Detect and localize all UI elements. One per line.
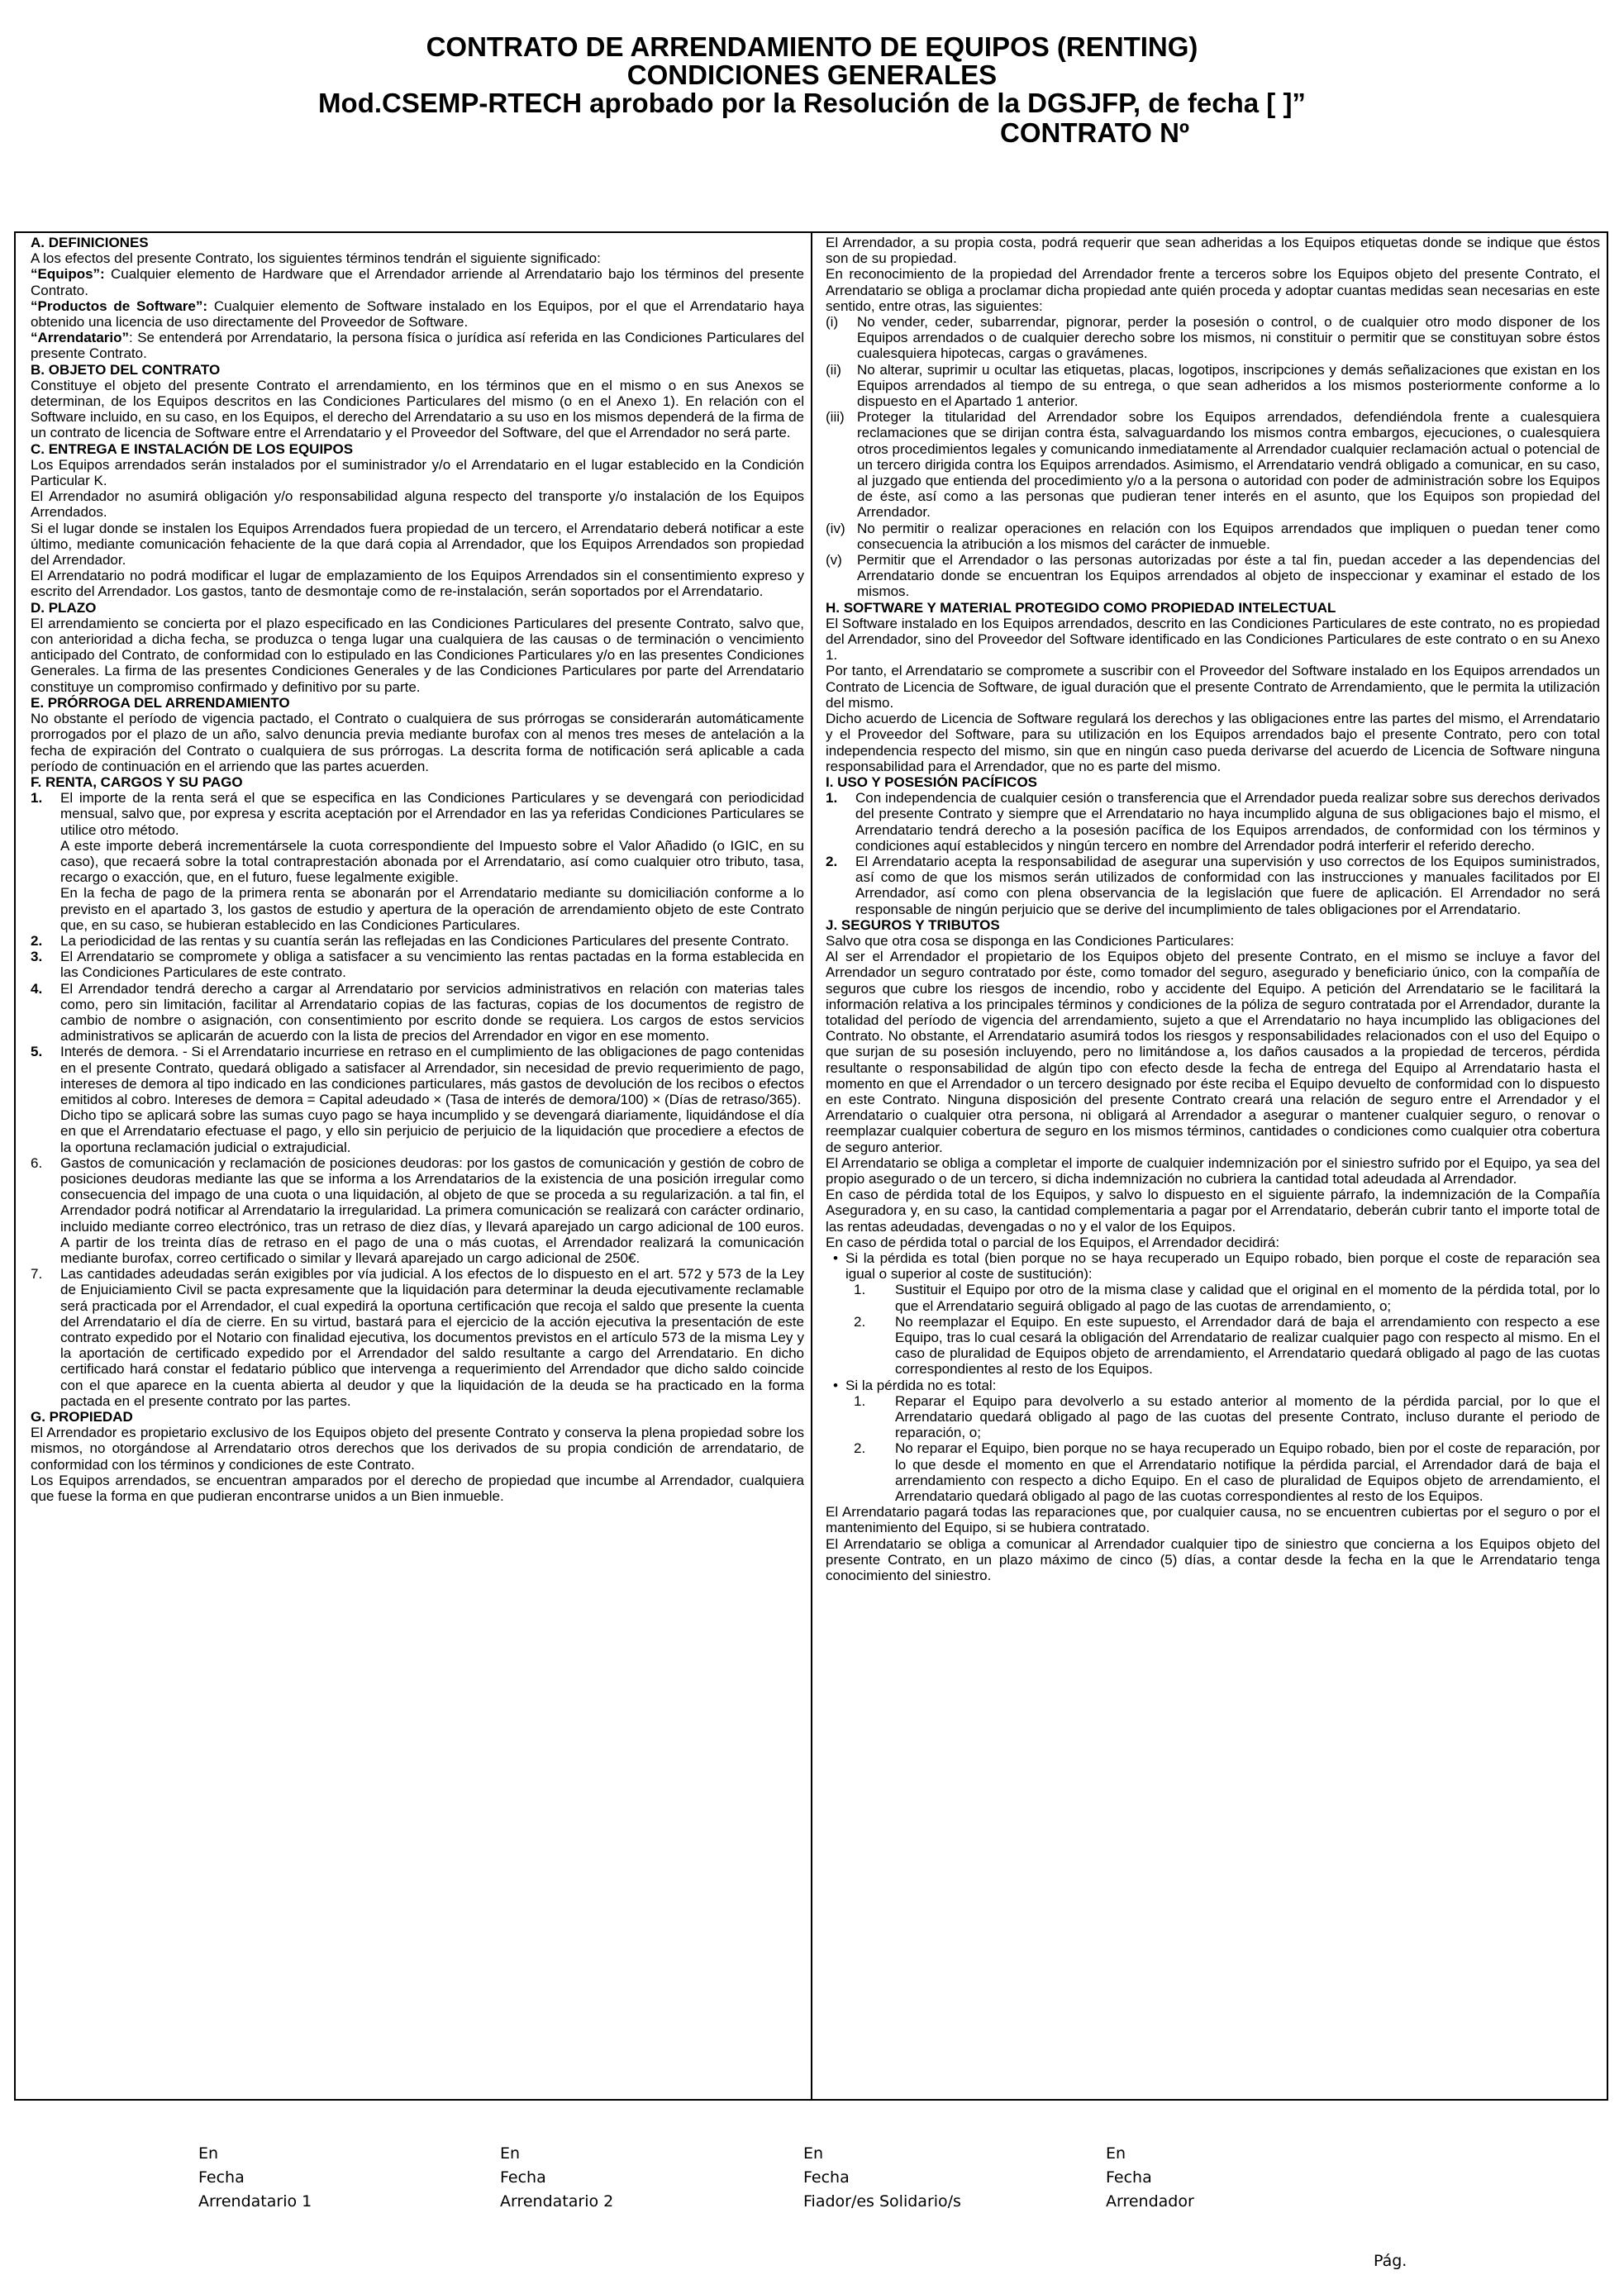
conditions-title: CONDICIONES GENERALES	[626, 59, 998, 90]
section-f-heading: F. RENTA, CARGOS Y SU PAGO	[31, 773, 243, 790]
signature-block-arrendatario-1	[198, 2142, 446, 2214]
definition-equipos	[31, 266, 804, 297]
definition-software	[31, 298, 804, 330]
contract-number-label: CONTRATO Nº	[1000, 117, 1189, 148]
section-j-paragraph: El Arrendatario se obliga a comunicar al Arrendador cualquier tipo de siniestro que concierna a los Equipos objeto del presente Contrato, en un plazo máximo de cinco (5) días, a contar desde la fecha en la que le Arrendatario tenga conocimiento del siniestro.	[826, 1535, 1600, 1584]
signature-block-fiador	[803, 2142, 1051, 2214]
term-equipos: “Equipos”:	[31, 266, 105, 283]
section-h-paragraph: Dicho acuerdo de Licencia de Software regulará los derechos y las obligaciones entre las partes del mismo, el Arrendatario y el Proveedor del Software, para su utilización en los Equipos arrendados bajo el presente Contrato, pero con total independencia respecto del mismo, sin que en ningún caso pueda derivarse del acuerdo de Licencia de Software ninguna responsabilidad para el Arrendador, que no es parte del mismo.	[826, 711, 1600, 774]
section-g-paragraph: En reconocimiento de la propiedad del Arrendador frente a terceros sobre los Equipos objeto del presente Contrato, el Arrendatario se obliga a proclamar dicha propiedad ante quién proceda y adoptar cuantas medidas sean necesarias en este sentido, entre otras, las siguientes:	[826, 266, 1600, 314]
section-g-paragraph: El Arrendador es propietario exclusivo de los Equipos objeto del presente Contrato y conserva la plena propiedad sobre los mismos, no otorgándose al Arrendatario otros derechos que los derivados de su propia condición de arrendatario, de conformidad con los términos y condiciones de este Contrato.	[31, 1425, 804, 1473]
option-partial-1	[826, 1393, 1600, 1441]
section-h-paragraph: Por tanto, el Arrendatario se compromete a suscribir con el Proveedor del Software instalado en los Equipos arrendados un Contrato de Licencia de Software, de igual duración que el presente Contrato de Arrendamiento, que le permita la utilización del mismo.	[826, 663, 1600, 711]
section-b-heading: B. OBJETO DEL CONTRATO	[31, 361, 221, 378]
def-arrendatario: : Se entenderá por Arrendatario, la persona física o jurídica así referida en las Condiciones Particulares del presente Contrato.	[31, 330, 804, 362]
bullet-partial-loss	[826, 1378, 1600, 1393]
obligation-ii	[826, 362, 1600, 410]
right-column	[812, 233, 1608, 2099]
clause-number: 1.	[31, 790, 43, 807]
section-g-paragraph: El Arrendador, a su propia costa, podrá requerir que sean adheridas a los Equipos etiquetas donde se indique que éstos son de su propiedad.	[826, 235, 1600, 267]
def-software: Cualquier elemento de Software instalado en los Equipos, por el que el Arrendatario haya obtenido una licencia de uso directamente del Proveedor de Software.	[31, 297, 804, 331]
roman-number: (iv)	[826, 520, 845, 536]
definition-arrendatario	[31, 330, 804, 361]
obligation-text: No permitir o realizar operaciones en relación con los Equipos arrendados que impliquen o puedan tener como consecuencia la atribución a los mismos del carácter de inmueble.	[857, 520, 1600, 552]
option-number: 2.	[854, 1313, 866, 1330]
clause-i2	[826, 854, 1600, 917]
section-g-heading: G. PROPIEDAD	[31, 1409, 133, 1425]
section-i-heading: I. USO Y POSESIÓN PACÍFICOS	[826, 773, 1038, 790]
clause-f5-continuation: Dicho tipo se aplicará sobre las sumas cuyo pago se haya incumplido y se devengará diariamente, liquidándose el día en que el Arrendatario efectuase el pago, y ello sin perjuicio de perjuicio de la liquidación que procediere a efectos de la oportuna reclamación judicial o extrajudicial.	[60, 1107, 804, 1155]
left-column	[16, 233, 812, 2099]
bullet-icon: •	[833, 1250, 838, 1266]
def-equipos: Cualquier elemento de Hardware que el Arrendador arriende al Arrendatario bajo los términos del presente Contrato.	[31, 266, 804, 298]
option-number: 1.	[854, 1392, 866, 1409]
option-number: 2.	[854, 1440, 866, 1457]
clause-f1-continuation: A este importe deberá incrementársele la cuota correspondiente del Impuesto sobre el Valor Añadido (o IGIC, en su caso), que recaerá sobre la total contraprestación abonada por el Arrendatario, así como cualquier otro tributo, tasa, recargo o exacción, que, en el futuro, fuese legalmente exigible.	[60, 837, 804, 886]
section-c-paragraph: El Arrendador no asumirá obligación y/o responsabilidad alguna respecto del transporte y/o instalación de los Equipos Arrendados.	[31, 488, 804, 521]
signature-role-label: Arrendatario 2	[500, 2192, 614, 2211]
obligation-i	[826, 314, 1600, 362]
section-c-paragraph: El Arrendatario no podrá modificar el lugar de emplazamiento de los Equipos Arrendados sin el consentimiento expreso y escrito del Arrendador. Los gastos, tanto de desmontaje como de re-instalación, serán soportados por el Arrendatario.	[31, 568, 804, 600]
obligation-v	[826, 552, 1600, 600]
conditions-box	[14, 231, 1608, 2101]
option-text: No reemplazar el Equipo. En este supuesto, el Arrendador dará de baja el arrendamiento con respecto a ese Equipo, tras lo cual cesará la obligación del Arrendatario de realizar cualquier pago con respecto al mismo. En el caso de pluralidad de Equipos objeto de arrendamiento, el Arrendatario quedará obligado al pago de las cuotas correspondientes al resto de los Equipos.	[895, 1313, 1600, 1378]
page-number-label: Pág.	[1374, 2252, 1407, 2270]
obligation-text: Permitir que el Arrendador o las personas autorizadas por éste a tal fin, puedan acceder a las dependencias del Arrendatario donde se encuentran los Equipos arrendados al objeto de inspeccionar y examinar el estado de los mismos.	[857, 552, 1600, 600]
roman-number: (ii)	[826, 361, 841, 378]
bullet-icon: •	[833, 1377, 838, 1393]
clause-number: 2.	[826, 853, 838, 869]
section-j-paragraph: El Arrendatario se obliga a completar el importe de cualquier indemnización por el siniestro sufrido por el Equipo, ya sea del propio asegurado o de un tercero, si dicha indemnización no cubriera la cantidad total adeudada al Arrendador.	[826, 1154, 1600, 1187]
bullet-text: Si la pérdida no es total:	[845, 1377, 997, 1393]
section-a-intro: A los efectos del presente Contrato, los siguientes términos tendrán el siguiente significado:	[31, 250, 601, 267]
clause-number: 1.	[826, 790, 838, 807]
clause-f1-continuation: En la fecha de pago de la primera renta se abonarán por el Arrendatario mediante su domiciliación conforme a lo previsto en el apartado 3, los gastos de estudio y apertura de la operación de arrendamiento objeto de este Contrato que, en su caso, se hubieran establecido en las Condiciones Particulares.	[60, 885, 804, 933]
section-h-heading: H. SOFTWARE Y MATERIAL PROTEGIDO COMO PROPIEDAD INTELECTUAL	[826, 599, 1336, 616]
bullet-total-loss	[826, 1250, 1600, 1282]
clause-i1	[826, 790, 1600, 854]
option-text: Reparar el Equipo para devolverlo a su estado anterior al momento de la pérdida parcial, por lo que el Arrendatario quedará obligado al pago de las cuotas del presente Contrato, incluso durante el periodo de reparación, o;	[895, 1392, 1600, 1441]
section-j-heading: J. SEGUROS Y TRIBUTOS	[826, 916, 1000, 933]
clause-text: El Arrendatario acepta la responsabilidad de asegurar una supervisión y uso correctos de los Equipos suministrados, así como de que los mismos serán utilizados de conformidad con las instrucciones y manuales facilitados por El Arrendador, así como con plena observancia de la legislación que fuere de aplicación. El Arrendador no será responsable de ningún perjuicio que se derive del incumplimiento de tales obligaciones por el Arrendatario.	[855, 853, 1600, 917]
option-text: No reparar el Equipo, bien porque no se haya recuperado un Equipo robado, bien por el coste de reparación, por lo que desde el momento en que el Arrendatario notifique la pérdida parcial, el Arrendador dará de baja el arrendamiento con respecto a dicho Equipo. En el caso de pluralidad de Equipos objeto de arrendamiento, el Arrendatario quedará obligado al pago de las cuotas correspondientes al resto de los Equipos.	[895, 1440, 1600, 1505]
clause-number: 4.	[31, 980, 43, 997]
signature-block-arrendador	[1106, 2142, 1354, 2214]
clause-f2	[31, 933, 804, 949]
obligation-text: No alterar, suprimir u ocultar las etiquetas, placas, logotipos, inscripciones y demás señalizaciones que existan en los Equipos arrendados al tiempo de su entrega, o que sean adheridos a los mismos posteriormente conforme a lo dispuesto en el Apartado 1 anterior.	[857, 361, 1600, 410]
roman-number: (v)	[826, 552, 842, 569]
signature-place-label: En	[803, 2144, 824, 2163]
signature-date-label: Fecha	[500, 2168, 546, 2187]
bullet-text: Si la pérdida es total (bien porque no se haya recuperado un Equipo robado, bien porque el coste de reparación sea igual o superior al coste de sustitución):	[845, 1250, 1600, 1283]
section-c-heading: C. ENTREGA E INSTALACIÓN DE LOS EQUIPOS	[31, 440, 354, 457]
term-arrendatario: “Arrendatario”	[31, 330, 130, 346]
roman-number: (i)	[826, 314, 839, 331]
option-total-2	[826, 1314, 1600, 1378]
contract-title: CONTRATO DE ARRENDAMIENTO DE EQUIPOS (RENTING)	[426, 31, 1198, 62]
section-b-paragraph: Constituye el objeto del presente Contrato el arrendamiento, en los términos que en el mismo o en sus Anexos se determinan, de los Equipos descritos en las Condiciones Particulares del mismo (o en el Anexo 1). En relación con el Software incluido, en su caso, en los Equipos, el derecho del Arrendatario a su uso en los mismos dependerá de la firma de un contrato de licencia de Software entre el Arrendatario y el Proveedor del Software, del que el Arrendador no será parte.	[31, 377, 804, 441]
signature-role-label: Fiador/es Solidario/s	[803, 2192, 961, 2211]
obligation-iv	[826, 521, 1600, 552]
obligation-iii	[826, 409, 1600, 520]
term-software: “Productos de Software”:	[31, 297, 208, 314]
signature-date-label: Fecha	[1106, 2168, 1152, 2187]
option-number: 1.	[854, 1282, 866, 1298]
section-j-paragraph: Al ser el Arrendador el propietario de los Equipos objeto del presente Contrato, en el mismo se incluye a favor del Arrendador un seguro contratado por éste, como tomador del seguro, asegurado y beneficiario único, con la compañía de seguros que cubre los riesgos de incendio, robo y accidente del Equipo. A petición del Arrendatario se le facilitará la información relativa a los principales términos y condiciones de la póliza de seguro contratada por el Arrendador, durante la totalidad del período de vigencia del arrendamiento, sujeto a que el Arrendatario no haya incumplido las obligaciones del Contrato. No obstante, el Arrendatario asumirá todos los riesgos y responsabilidades relacionados con el uso del Equipo o que surjan de su posesión incluyendo, pero no limitándose a, los daños causados a la propiedad de terceros, pérdida resultante o responsabilidad de algún tipo con efecto desde la fecha de entrega del Equipo al Arrendatario hasta el momento en que el Arrendador o un tercero designado por éste reciba el Equipo devuelto de conformidad con lo dispuesto en este Contrato. Ninguna disposición del presente Contrato creará una relación de seguro entre el Arrendador y el Arrendatario o cualquier otra persona, ni obligará al Arrendador a asegurar o mantener cualquier seguro, o renovar o reemplazar cualquier cobertura de seguro en los mismos términos, cantidades o condiciones como cualquier otra cobertura de seguro anterior.	[826, 949, 1600, 1155]
model-approval-line: Mod.CSEMP-RTECH aprobado por la Resolución de la DGSJFP, de fecha [ ]”	[318, 88, 1306, 118]
clause-f3	[31, 949, 804, 980]
section-a-heading: A. DEFINICIONES	[31, 235, 149, 250]
clause-text: El Arrendatario se compromete y obliga a satisfacer a su vencimiento las rentas pactadas en la forma establecida en las Condiciones Particulares de este contrato.	[60, 949, 804, 981]
section-d-heading: D. PLAZO	[31, 599, 97, 616]
clause-text: La periodicidad de las rentas y su cuantía serán las reflejadas en las Condiciones Particulares del presente Contrato.	[60, 932, 789, 949]
clause-number: 7.	[31, 1266, 43, 1283]
clause-number: 5.	[31, 1044, 43, 1060]
section-e-paragraph: No obstante el período de vigencia pactado, el Contrato o cualquiera de sus prórrogas se considerarán automáticamente prorrogados por el plazo de un año, salvo denuncia previa mediante burofax con al menos tres meses de antelación a la fecha de expiración del Contrato o cualquiera de sus prórrogas. La descrita forma de notificación será aplicable a cada período de continuación en el arriendo que las partes acuerden.	[31, 711, 804, 774]
clause-text: Gastos de comunicación y reclamación de posiciones deudoras: por los gastos de comunicación y gestión de cobro de posiciones deudoras mediante las que se informa a los Arrendatarios de la existencia de una posición irregular como consecuencia del impago de una cuota o una liquidación, al objeto de que se proceda a su regularización. a tal fin, el Arrendador podrá notificar al Arrendatario la irregularidad. La primera comunicación se realizará con carácter ordinario, incluido mediante correo electrónico, tras un retraso de diez días, y llevará aparejado un cargo adicional de 100 euros. A partir de los treinta días de retraso en el pago de una o más cuotas, el Arrendador realizará la comunicación mediante burofax, correo certificado o similar y llevará aparejado un cargo adicional de 250€.	[60, 1154, 804, 1266]
option-partial-2	[826, 1440, 1600, 1504]
clause-f6	[31, 1155, 804, 1266]
clause-text: Con independencia de cualquier cesión o transferencia que el Arrendador pueda realizar sobre sus derechos derivados del presente Contrato y siempre que el Arrendatario no haya incumplido alguna de sus obligaciones bajo el mismo, el Arrendatario tendrá derecho a la posesión pacífica de los Equipos arrendados, de conformidad con los términos y condiciones aquí establecidos y ningún tercero en nombre del Arrendador podrá interferir el referido derecho.	[855, 790, 1600, 854]
clause-number: 2.	[31, 932, 43, 949]
section-e-heading: E. PRÓRROGA DEL ARRENDAMIENTO	[31, 694, 290, 711]
clause-text: Interés de demora. - Si el Arrendatario incurriese en retraso en el cumplimiento de las obligaciones de pago contenidas en el presente Contrato, quedará obligado a satisfacer al Arrendador, sin necesidad de previo requerimiento de pago, intereses de demora al tipo indicado en las condiciones particulares, más gastos de devolución de los recibos o efectos emitidos al cobro. Intereses de demora = Capital adeudado × (Tasa de interés de demora/100) × (Días de retraso/365).	[60, 1044, 804, 1107]
signature-block-arrendatario-2	[500, 2142, 748, 2214]
signature-date-label: Fecha	[803, 2168, 850, 2187]
signature-place-label: En	[198, 2144, 219, 2163]
clause-f7	[31, 1266, 804, 1409]
clause-f4	[31, 981, 804, 1045]
option-text: Sustituir el Equipo por otro de la misma clase y calidad que el original en el momento de la pérdida total, por lo que el Arrendatario seguirá obligado al pago de las cuotas de arrendamiento, o;	[895, 1282, 1600, 1314]
option-total-1	[826, 1282, 1600, 1313]
section-h-paragraph: El Software instalado en los Equipos arrendados, descrito en las Condiciones Particulares de este contrato, no es propiedad del Arrendador, sino del Proveedor del Software identificado en las Condiciones Particulares de este contrato o en su Anexo 1.	[826, 615, 1600, 664]
clause-number: 6.	[31, 1154, 43, 1171]
clause-text: El Arrendador tendrá derecho a cargar al Arrendatario por servicios administrativos en relación con materias tales como, pero sin limitación, facilitar al Arrendatario copias de las facturas, copias de los documentos de registro de cambio de nombre o asignación, con consentimiento por escrito donde se requiera. Los cargos de estos servicios administrativos se aplicarán de acuerdo con la lista de precios del Arrendador en vigor en ese momento.	[60, 980, 804, 1045]
clause-text: Las cantidades adeudadas serán exigibles por vía judicial. A los efectos de lo dispuesto en el art. 572 y 573 de la Ley de Enjuiciamiento Civil se pacta expresamente que la liquidación para determinar la deuda ejecutivamente reclamable será practicada por el Arrendador, el cual expedirá la oportuna certificación que recoja el saldo que presente la cuenta del Arrendatario el día de cierre. En su virtud, bastará para el ejercicio de la acción ejecutiva la presentación de este contrato expedido por el Notario con finalidad ejecutiva, los documentos previstos en el artículo 573 de la misma Ley y la aportación de certificado expedido por el Arrendador del saldo resultante a cargo del Arrendatario. En dicho certificado hará constar el fedatario público que intervenga a requerimiento del Arrendador que dicho saldo coincide con el que aparece en la cuenta abierta al deudor y que la liquidación de la deuda se ha practicado en la forma pactada en el presente contrato por las partes.	[60, 1266, 804, 1409]
clause-f5	[31, 1044, 804, 1107]
section-c-paragraph: Si el lugar donde se instalen los Equipos Arrendados fuera propiedad de un tercero, el Arrendatario deberá notificar a este último, mediante comunicación fehaciente de la que dará copia al Arrendador, que los Equipos Arrendados son propiedad del Arrendador.	[31, 520, 804, 569]
signature-place-label: En	[500, 2144, 521, 2163]
section-g-paragraph: Los Equipos arrendados, se encuentran amparados por el derecho de propiedad que incumbe al Arrendador, cualquiera que fuese la forma en que pudieran encontrarse unidos a un Bien inmueble.	[31, 1472, 804, 1505]
signature-place-label: En	[1106, 2144, 1126, 2163]
signature-role-label: Arrendatario 1	[198, 2192, 312, 2211]
section-d-paragraph: El arrendamiento se concierta por el plazo especificado en las Condiciones Particulares del presente Contrato, salvo que, con anterioridad a dicha fecha, se produzca o tenga lugar una cualquiera de las causas o de terminación o vencimiento anticipado del Contrato, de conformidad con lo estipulado en las Condiciones Particulares y/o en las presentes Condiciones Generales. La firma de las presentes Condiciones Generales y de las Condiciones Particulares por parte del Arrendatario constituye un compromiso confirmado y definitivo por su parte.	[31, 615, 804, 695]
section-j-paragraph: El Arrendatario pagará todas las reparaciones que, por cualquier causa, no se encuentren cubiertas por el seguro o por el mantenimiento del Equipo, si se hubiera contratado.	[826, 1504, 1600, 1536]
obligation-text: No vender, ceder, subarrendar, pignorar, perder la posesión o control, o de cualquier otro modo disponer de los Equipos arrendados o de cualquier derecho sobre los mismos, ni constituir o permitir que se constituyan sobre éstos cualesquiera hipotecas, cargas o gravámenes.	[857, 314, 1600, 362]
section-j-paragraph: En caso de pérdida total de los Equipos, y salvo lo dispuesto en el siguiente párrafo, la indemnización de la Compañía Aseguradora y, en su caso, la cantidad complementaria a pagar por el Arrendatario, deberán cubrir tanto el importe total de las rentas adeudadas, devengadas o no y el valor de los Equipos.	[826, 1187, 1600, 1235]
section-j-paragraph: Salvo que otra cosa se disponga en las Condiciones Particulares:	[826, 932, 1235, 949]
section-c-paragraph: Los Equipos arrendados serán instalados por el suministrador y/o el Arrendatario en el lugar establecido en la Condición Particular K.	[31, 456, 804, 489]
signature-date-label: Fecha	[198, 2168, 245, 2187]
roman-number: (iii)	[826, 409, 845, 426]
clause-text: El importe de la renta será el que se especifica en las Condiciones Particulares y se devengará con periodicidad mensual, salvo que, por expresa y escrita aceptación por el Arrendador en las ya referidas Condiciones Particulares se utilice otro método.	[60, 790, 804, 838]
section-j-paragraph: En caso de pérdida total o parcial de los Equipos, el Arrendador decidirá:	[826, 1234, 1280, 1250]
obligation-text: Proteger la titularidad del Arrendador sobre los Equipos arrendados, defendiéndola frente a cualesquiera reclamaciones que se dirijan contra ésta, salvaguardando los mismos contra embargos, ejecuciones, o cualesquiera otros procedimientos legales y comunicando inmediatamente al Arrendador cualquier reclamación actual o potencial de un tercero dirigida contra los Equipos arrendados. Asimismo, el Arrendatario vendrá obligado a comunicar, en su caso, al juzgado que entienda del procedimiento y/o a la persona o autoridad con poder de administración sobre los Equipos de éste, así como a las personas que pudieran tener interés en el asunto, que los Equipos son propiedad del Arrendador.	[857, 409, 1600, 521]
clause-f1	[31, 790, 804, 838]
clause-number: 3.	[31, 949, 43, 965]
signature-role-label: Arrendador	[1106, 2192, 1194, 2211]
